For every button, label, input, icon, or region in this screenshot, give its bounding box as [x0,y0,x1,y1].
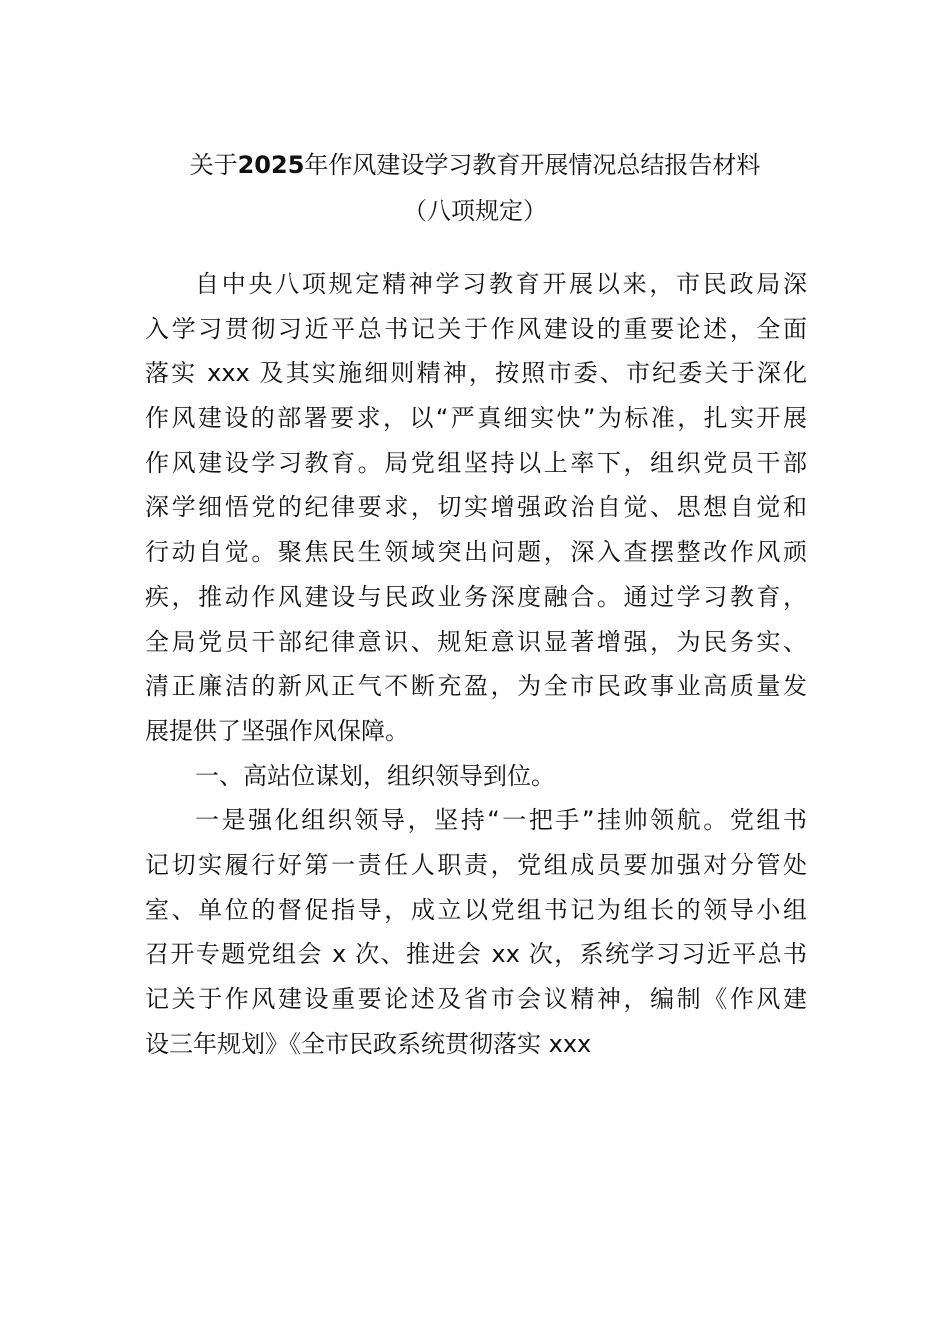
paragraph-line: 行动自觉。聚焦民生领域突出问题，深入查摆整改作风顽 [145,538,807,567]
paragraph-line: 设三年规划》《全市民政系统贯彻落实 xxx [145,1029,592,1058]
paragraph-line: 作风建设的部署要求，以“严真细实快”为标准，扎实开展 [145,404,807,433]
paragraph-line: 一是强化组织领导，坚持“一把手”挂帅领航。党组书 [195,806,807,835]
paragraph-line: 作风建设学习教育。局党组坚持以上率下，组织党员干部 [145,448,807,477]
document-subtitle: （八项规定） [403,197,547,225]
paragraph-line: 入学习贯彻习近平总书记关于作风建设的重要论述，全面 [145,314,807,343]
paragraph-line: 记关于作风建设重要论述及省市会议精神，编制《作风建 [145,985,807,1013]
paragraph-line: 全局党员干部纪律意识、规矩意识显著增强，为民务实、 [145,627,807,656]
paragraph-line: 落实 xxx 及其实施细则精神，按照市委、市纪委关于深化 [145,359,807,388]
document-title [120,149,830,181]
paragraph-line: 室、单位的督促指导，成立以党组书记为组长的领导小组 [145,895,807,924]
title-year: 2025 [237,151,305,179]
section-heading: 一、高站位谋划，组织领导到位。 [195,761,555,790]
paragraph-line: 自中央八项规定精神学习教育开展以来，市民政局深 [195,270,807,298]
paragraph-line: 记切实履行好第一责任人职责，党组成员要加强对分管处 [145,850,807,879]
paragraph-line: 深学细悟党的纪律要求，切实增强政治自觉、思想自觉和 [145,493,807,522]
title-suffix: 年作风建设学习教育开展情况总结报告材料 [304,151,761,179]
paragraph-line: 召开专题党组会 x 次、推进会 xx 次，系统学习习近平总书 [145,940,807,969]
paragraph-line: 展提供了坚强作风保障。 [145,716,409,745]
paragraph-line: 清正廉洁的新风正气不断充盈，为全市民政事业高质量发 [145,672,807,701]
title-prefix: 关于 [189,151,238,179]
document-body [145,262,807,1066]
paragraph-line: 疾，推动作风建设与民政业务深度融合。通过学习教育， [145,582,807,611]
